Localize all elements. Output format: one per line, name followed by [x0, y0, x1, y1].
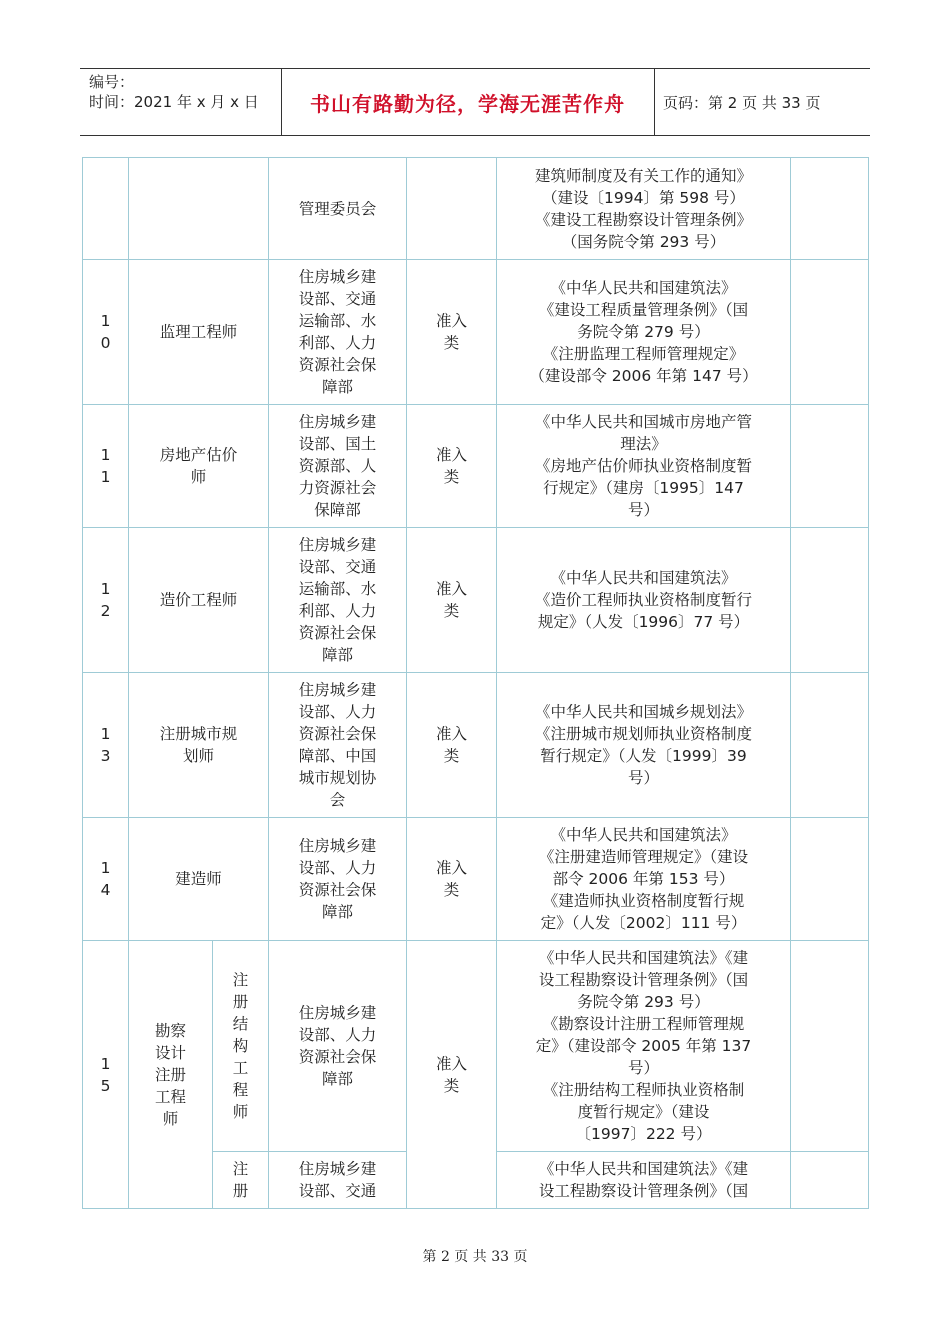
qualification-name: 造价工程师 [129, 528, 269, 673]
row-number: 1 3 [83, 673, 129, 818]
authority: 住房城乡建 设部、人力 资源社会保 障部 [269, 818, 407, 941]
legal-basis: 《中华人民共和国建筑法》《建 设工程勘察设计管理条例》（国 务院令第 293 号） 《勘察设计注册工程师管理规 定》（建设部令 2005 年第 137 号） 《注册结构工程师执业资格制 度暂行规定》（建设 〔1997〕222 号） [497, 941, 791, 1152]
page-header [80, 68, 870, 136]
row-number [83, 158, 129, 260]
table-row [83, 941, 869, 1152]
document-time: 时间：2021 年 x 月 x 日 [89, 93, 259, 111]
legal-basis: 《中华人民共和国建筑法》 《建设工程质量管理条例》（国 务院令第 279 号） 《注册监理工程师管理规定》 （建设部令 2006 年第 147 号） [497, 260, 791, 405]
legal-basis: 《中华人民共和国城乡规划法》 《注册城市规划师执业资格制度 暂行规定》（人发〔1999〕39 号） [497, 673, 791, 818]
category: 准入 类 [407, 941, 497, 1209]
page-footer: 第 2 页 共 33 页 [422, 1249, 528, 1265]
table-row [83, 528, 869, 673]
page-indicator: 页码：第 2 页 共 33 页 [663, 93, 821, 112]
table-row [83, 158, 869, 260]
category: 准入 类 [407, 818, 497, 941]
authority: 管理委员会 [269, 158, 407, 260]
row-number: 1 4 [83, 818, 129, 941]
sub-qualification-name: 注 册 [213, 1152, 269, 1209]
legal-basis: 《中华人民共和国建筑法》 《注册建造师管理规定》（建设 部令 2006 年第 153 号） 《建造师执业资格制度暂行规 定》（人发〔2002〕111 号） [497, 818, 791, 941]
qualification-name: 注册城市规 划师 [129, 673, 269, 818]
qualification-name [129, 158, 269, 260]
note [791, 818, 869, 941]
authority: 住房城乡建 设部、人力 资源社会保 障部 [269, 941, 407, 1152]
note [791, 1152, 869, 1209]
authority: 住房城乡建 设部、国土 资源部、人 力资源社会 保障部 [269, 405, 407, 528]
note [791, 941, 869, 1152]
authority: 住房城乡建 设部、交通 运输部、水 利部、人力 资源社会保 障部 [269, 528, 407, 673]
category: 准入 类 [407, 528, 497, 673]
qualification-name: 监理工程师 [129, 260, 269, 405]
header-motto-cell [281, 69, 655, 135]
document-number: 编号： [89, 73, 135, 91]
row-number: 1 0 [83, 260, 129, 405]
table-row [83, 260, 869, 405]
qualification-name: 房地产估价 师 [129, 405, 269, 528]
authority: 住房城乡建 设部、交通 [269, 1152, 407, 1209]
authority: 住房城乡建 设部、交通 运输部、水 利部、人力 资源社会保 障部 [269, 260, 407, 405]
note [791, 405, 869, 528]
legal-basis: 《中华人民共和国建筑法》 《造价工程师执业资格制度暂行 规定》（人发〔1996〕77 号） [497, 528, 791, 673]
qualification-name: 建造师 [129, 818, 269, 941]
row-number: 1 1 [83, 405, 129, 528]
table-row [83, 673, 869, 818]
note [791, 158, 869, 260]
note [791, 260, 869, 405]
category: 准入 类 [407, 260, 497, 405]
table-row [83, 405, 869, 528]
sub-qualification-name: 注 册 结 构 工 程 师 [213, 941, 269, 1152]
category [407, 158, 497, 260]
header-page-cell [655, 69, 870, 135]
row-number: 1 2 [83, 528, 129, 673]
note [791, 528, 869, 673]
row-number: 1 5 [83, 941, 129, 1209]
legal-basis: 《中华人民共和国建筑法》《建 设工程勘察设计管理条例》（国 [497, 1152, 791, 1209]
qualification-name: 勘察 设计 注册 工程 师 [129, 941, 213, 1209]
category: 准入 类 [407, 673, 497, 818]
qualification-table [82, 157, 869, 1209]
motto: 书山有路勤为径，学海无涯苦作舟 [310, 91, 625, 116]
table-row [83, 818, 869, 941]
header-meta [80, 69, 282, 135]
legal-basis: 《中华人民共和国城市房地产管 理法》 《房地产估价师执业资格制度暂 行规定》（建房〔1995〕147 号） [497, 405, 791, 528]
category: 准入 类 [407, 405, 497, 528]
note [791, 673, 869, 818]
legal-basis: 建筑师制度及有关工作的通知》 （建设〔1994〕第 598 号） 《建设工程勘察设计管理条例》 （国务院令第 293 号） [497, 158, 791, 260]
authority: 住房城乡建 设部、人力 资源社会保 障部、中国 城市规划协 会 [269, 673, 407, 818]
